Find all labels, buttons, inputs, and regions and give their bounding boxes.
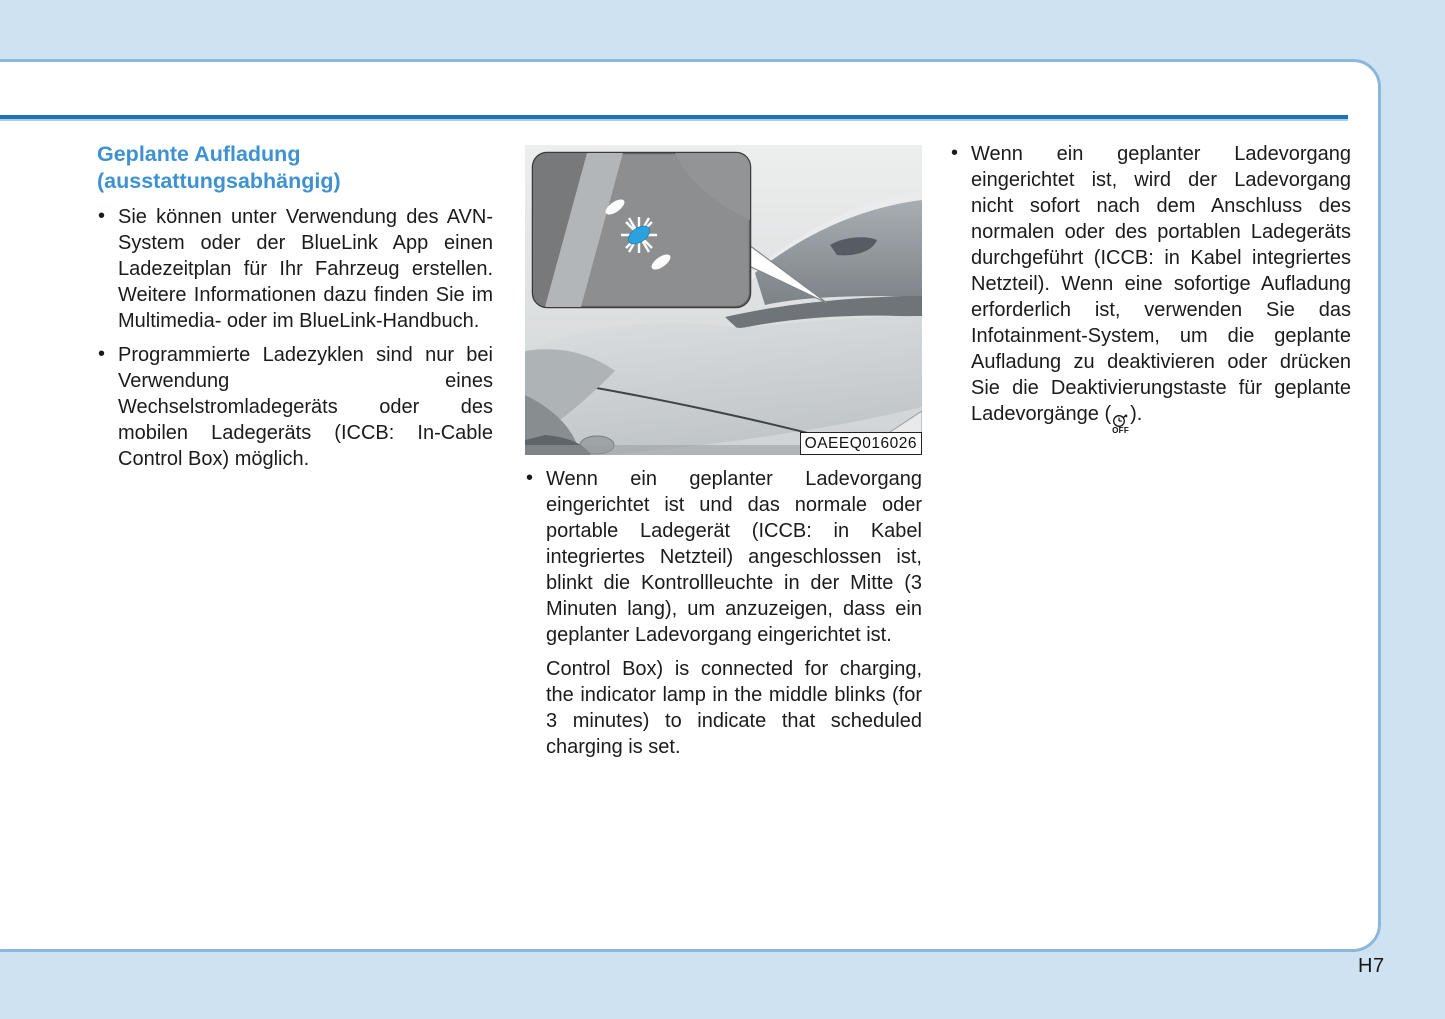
car-hood-illustration — [525, 145, 922, 455]
middle-bullet-list — [525, 466, 922, 648]
section-heading-line2: (ausstattungsabhängig) — [97, 169, 341, 193]
bullet-item — [950, 141, 1351, 435]
bullet-item: • Programmierte Ladezyklen sind nur bei Verwendung eines Wechselstromladegeräts oder des mobilen Ladegeräts (ICCB: In-Cable Control Box) möglich. — [97, 342, 493, 472]
left-bullet-list — [97, 204, 493, 472]
english-paragraph: Control Box) is connected for charging, the indicator lamp in the middle blinks (for 3 minutes) to indicate that scheduled charging is set. — [546, 658, 922, 758]
bullet-text: Wenn ein geplanter Ladevorgang eingerichtet ist, wird der Ladevorgang nicht sofort nach dem Anschluss des normalen oder des portablen Ladegeräts durchgeführt (ICCB: in Kabel integriertes Netzteil). Wenn eine sofortige Aufladung erforderlich ist, verwenden Sie das Infotainment-System, um die geplante Aufladung zu deaktivieren oder drücken Sie die Deaktivierungstaste für geplante Ladevorgänge ( — [971, 143, 1351, 425]
car-indicator-photo — [525, 145, 922, 455]
bullet-item: • Sie können unter Verwendung des AVN-System oder der BlueLink App einen Ladezeitplan für Ihr Fahrzeug erstellen. Weitere Informationen dazu finden Sie im Multimedia- oder im BlueLink-Handbuch. — [97, 204, 493, 334]
section-heading — [97, 141, 493, 195]
left-column — [97, 141, 493, 480]
scheduled-charging-off-icon — [1112, 414, 1129, 435]
section-heading-line1: Geplante Aufladung — [97, 142, 301, 166]
right-bullet-list — [950, 141, 1351, 435]
off-label: OFF — [1112, 426, 1130, 435]
page-number: H7 — [1358, 955, 1385, 977]
right-column — [950, 141, 1351, 443]
bullet-item: • Wenn ein geplanter Ladevorgang eingerichtet ist und das normale oder portable Ladegerät (ICCB: in Kabel integriertes Netzteil) angeschlossen ist, blinkt die Kontrollleuchte in der Mitte (3 Minuten lang), um anzuzeigen, dass ein geplanter Ladevorgang eingerichtet ist. — [525, 466, 922, 648]
image-code-caption: OAEEQ016026 — [800, 432, 922, 455]
header-rule — [0, 115, 1348, 121]
bullet-closing: ). — [1130, 403, 1143, 425]
middle-column — [525, 145, 922, 760]
